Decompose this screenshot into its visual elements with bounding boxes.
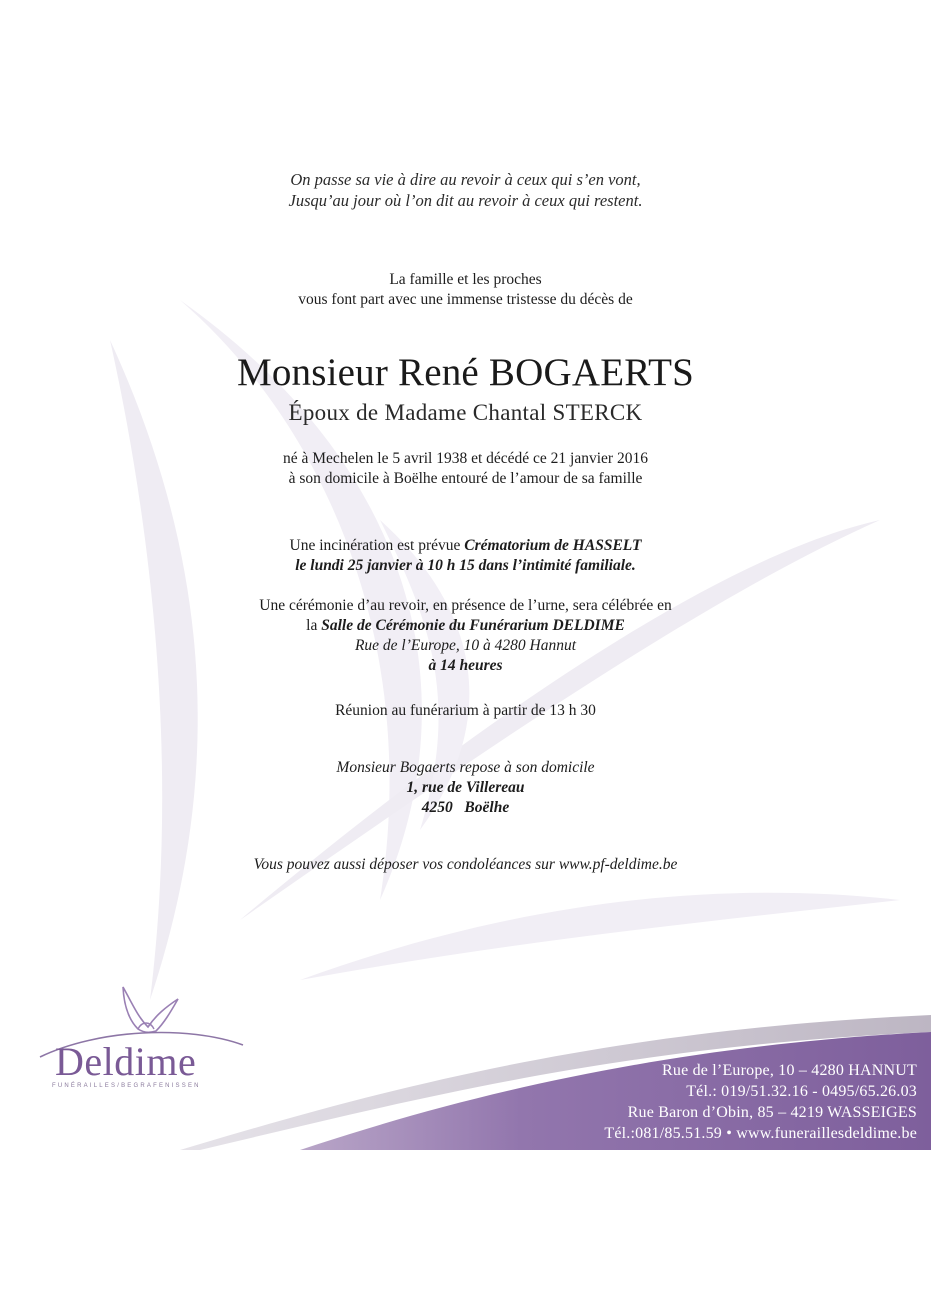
footer-line-2: Tél.: 019/51.32.16 - 0495/65.26.03 [686,1083,917,1100]
crematorium-name: Crématorium de HASSELT [464,537,642,554]
footer-line-1: Rue de l’Europe, 10 – 4280 HANNUT [662,1062,917,1079]
footer-line-4: Tél.:081/85.51.59 • www.funeraillesdeldime.be [604,1125,917,1142]
logo-tagline: FUNÉRAILLES/BEGRAFENISSEN [52,1083,201,1089]
logo-wordmark: Deldime [55,1039,197,1084]
quote-line-1: On passe sa vie à dire au revoir à ceux qui s’en vont, [290,170,641,189]
condolences-line: Vous pouvez aussi déposer vos condoléances sur www.pf-deldime.be [253,856,678,873]
cremation-line-1 [0,537,931,555]
ceremony-place: Salle de Cérémonie du Funérarium DELDIME [321,617,625,634]
ceremony-prefix: la [306,617,322,634]
announcement-line-2: vous font part avec une immense tristesse du décès de [298,291,633,308]
deceased-name: Monsieur René BOGAERTS [236,351,695,394]
rest-line-2: 1, rue de Villereau [406,779,525,796]
ceremony-line-1: Une cérémonie d’au revoir, en présence de l’urne, sera célébrée en [259,597,672,614]
cremation-prefix: Une incinération est prévue [289,537,465,554]
announcement-line-1: La famille et les proches [389,271,542,288]
rest-line-1: Monsieur Bogaerts repose à son domicile [336,759,595,776]
cremation-when: le lundi 25 janvier à 10 h 15 dans l’intimité familiale. [295,557,636,574]
ceremony-line-2 [0,617,931,635]
meeting-line: Réunion au funérarium à partir de 13 h 30 [335,702,596,719]
spouse-line: Époux de Madame Chantal STERCK [288,400,643,425]
footer-line-3: Rue Baron d’Obin, 85 – 4219 WASSEIGES [627,1104,917,1121]
ceremony-address: Rue de l’Europe, 10 à 4280 Hannut [354,637,577,654]
ceremony-time: à 14 heures [428,657,503,674]
rest-line-3: 4250 Boëlhe [421,799,510,816]
life-line-2: à son domicile à Boëlhe entouré de l’amour de sa famille [288,470,643,487]
quote-line-2: Jusqu’au jour où l’on dit au revoir à ceux qui restent. [288,191,643,210]
life-line-1: né à Mechelen le 5 avril 1938 et décédé ce 21 janvier 2016 [283,450,648,467]
footer-contact [604,1060,917,1144]
